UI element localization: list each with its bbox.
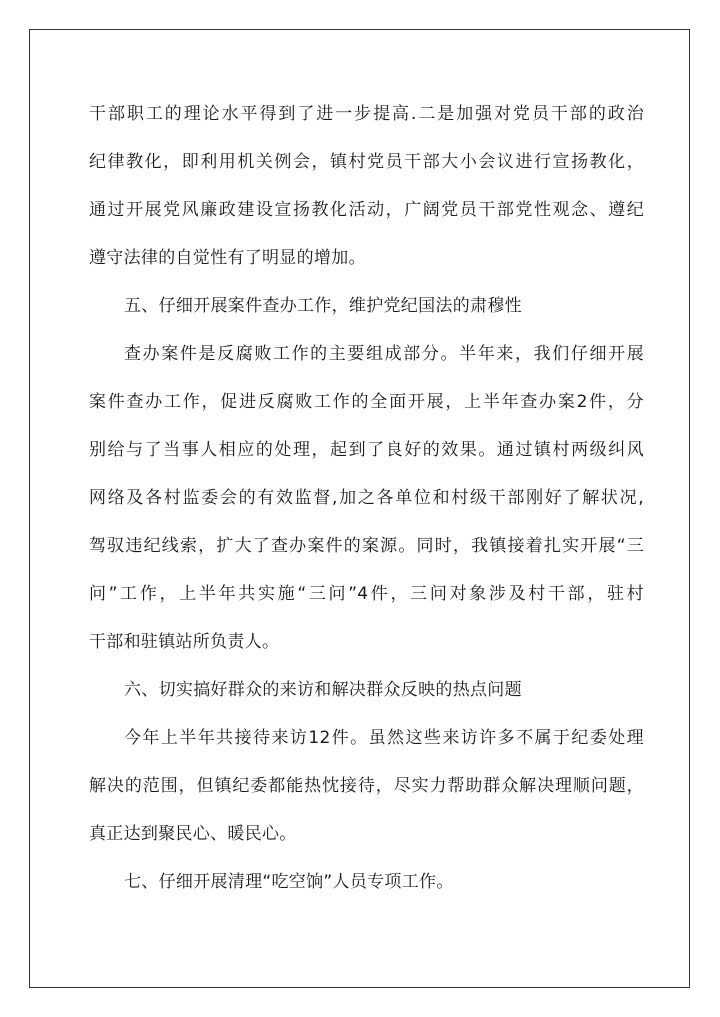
- text-line-15: 解决的范围，但镇纪委都能热忱接待，尽实力帮助群众解决理顺问题，: [89, 776, 644, 796]
- text-line-7: 案件查办工作，促进反腐败工作的全面开展，上半年查办案2件，分: [89, 392, 644, 412]
- text-line-8: 别给与了当事人相应的处理，起到了良好的效果。通过镇村两级纠风: [89, 440, 644, 460]
- text-line-10: 驾驭违纪线索，扩大了查办案件的案源。同时，我镇接着扎实开展“三: [89, 536, 644, 556]
- text-line-9: 网络及各村监委会的有效监督,加之各单位和村级干部刚好了解状况,: [89, 488, 644, 508]
- section-heading-7: 七、仔细开展清理“吃空饷”人员专项工作。: [124, 872, 454, 892]
- text-line-4: 遵守法律的自觉性有了明显的增加。: [89, 248, 366, 268]
- text-line-11: 问”工作，上半年共实施“三问”4件，三问对象涉及村干部，驻村: [89, 584, 644, 604]
- text-line-1: 干部职工的理论水平得到了进一步提高.二是加强对党员干部的政治: [89, 104, 644, 124]
- text-line-16: 真正达到聚民心、暖民心。: [89, 824, 297, 844]
- section-heading-5: 五、仔细开展案件查办工作，维护党纪国法的肃穆性: [124, 296, 522, 316]
- text-line-6: 查办案件是反腐败工作的主要组成部分。半年来，我们仔细开展: [124, 344, 644, 364]
- text-line-14: 今年上半年共接待来访12件。虽然这些来访许多不属于纪委处理: [124, 728, 644, 748]
- text-line-12: 干部和驻镇站所负责人。: [89, 632, 280, 652]
- section-heading-6: 六、切实搞好群众的来访和解决群众反映的热点问题: [124, 680, 522, 700]
- text-line-2: 纪律教化，即利用机关例会，镇村党员干部大小会议进行宣扬教化，: [89, 152, 644, 172]
- text-line-3: 通过开展党风廉政建设宣扬教化活动，广阔党员干部党性观念、遵纪: [89, 200, 644, 220]
